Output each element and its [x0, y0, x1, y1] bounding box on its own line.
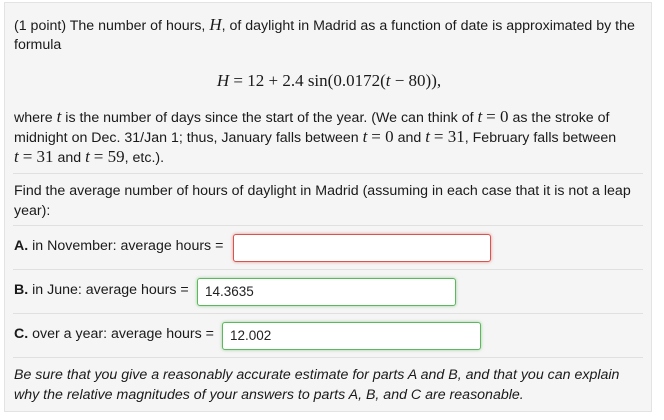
note-line-2: why the relative magnitudes of your answers to parts A, B, and C are reasonable.: [14, 387, 524, 403]
separator: [13, 173, 643, 174]
part-b-answer-input[interactable]: 14.3635: [197, 278, 456, 306]
part-c-label: C. over a year: average hours =: [14, 326, 214, 342]
part-a-label: A. in November: average hours =: [14, 238, 224, 254]
where-line-1: where t is the number of days since the start of the year. (We can think of t = 0 as the stroke of: [14, 107, 610, 126]
part-b-label: B. in June: average hours =: [14, 282, 189, 298]
problem-panel: [4, 2, 652, 412]
problem-intro-line-2: formula: [14, 37, 62, 53]
separator: [13, 269, 643, 270]
separator: [13, 225, 643, 226]
part-c-answer-input[interactable]: 12.002: [222, 322, 481, 350]
daylight-formula: H = 12 + 2.4 sin(0.0172(t − 80)),: [216, 71, 442, 90]
separator: [13, 313, 643, 314]
separator: [13, 357, 643, 358]
problem-intro-line-1: (1 point) The number of hours, H, of daylight in Madrid as a function of date is approximated by the: [14, 15, 635, 34]
where-line-3: t = 31 and t = 59, etc.).: [14, 147, 165, 166]
find-line-2: year):: [14, 203, 51, 219]
find-line-1: Find the average number of hours of daylight in Madrid (assuming in each case that it is not a leap: [14, 183, 631, 199]
var-h: H: [209, 15, 222, 34]
note-line-1: Be sure that you give a reasonably accurate estimate for parts A and B, and that you can explain: [14, 367, 620, 383]
part-a-answer-input[interactable]: [233, 234, 491, 262]
where-line-2: midnight on Dec. 31/Jan 1; thus, January falls between t = 0 and t = 31, February falls between: [14, 127, 617, 146]
points-label: (1 point): [14, 18, 67, 34]
